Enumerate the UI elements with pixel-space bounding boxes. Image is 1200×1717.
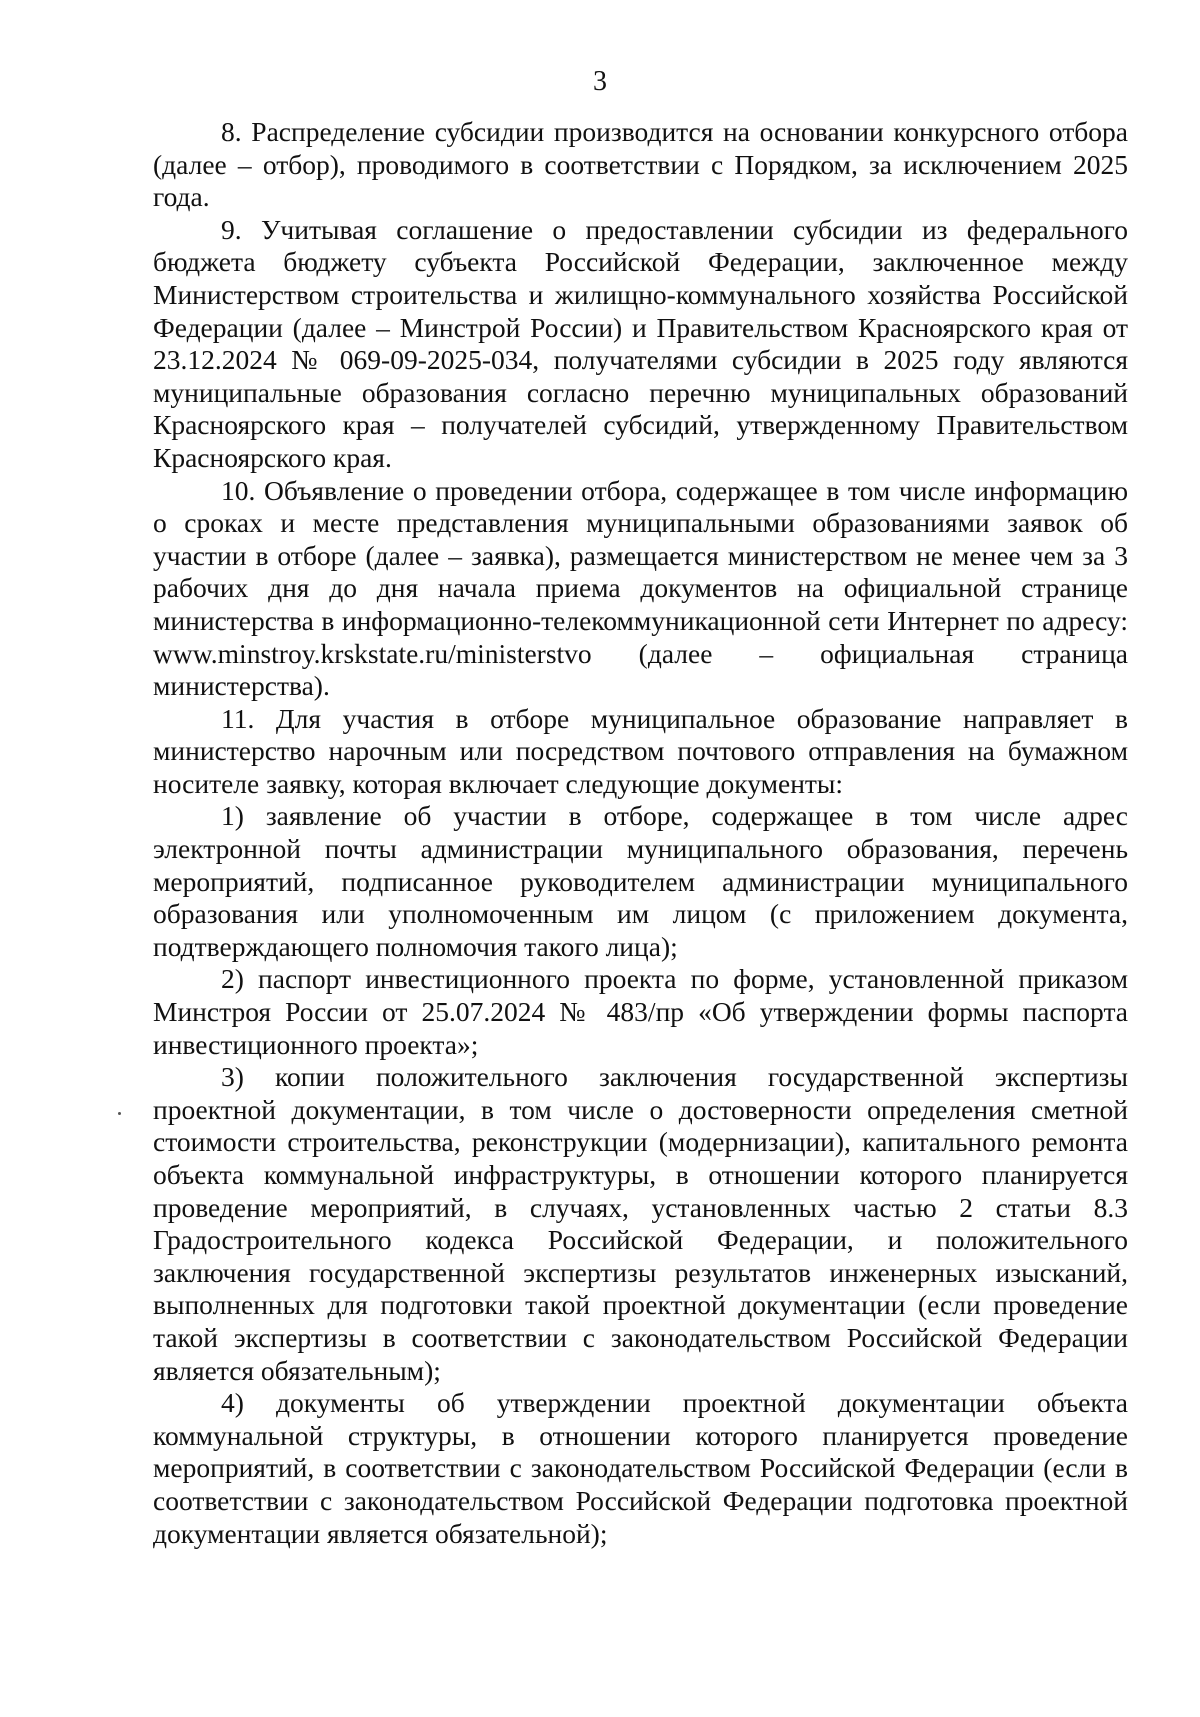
list-item-4: 4) документы об утверждении проектной документации объекта коммунальной структуры, в отношении которого планируется проведение мероприятий, в соответствии с законодательством Российской Федерации (если в соответствии с законодательством Российской Федерации подготовка проектной документации является обязательной); [153, 1387, 1128, 1549]
paragraph-8: 8. Распределение субсидии производится на основании конкурсного отбора (далее – отбор), проводимого в соответствии с Порядком, за исключением 2025 года. [153, 116, 1128, 213]
list-item-2: 2) паспорт инвестиционного проекта по форме, установленной приказом Минстроя России от 25.07.2024 № 483/пр «Об утверждении формы паспорта инвестиционного проекта»; [153, 963, 1128, 1060]
paragraph-10: 10. Объявление о проведении отбора, содержащее в том числе информацию о сроках и месте представления муниципальными образованиями заявок об участии в отборе (далее – заявка), размещается министерством не менее чем за 3 рабочих дня до дня начала приема документов на официальной странице министерства в информационно-телекоммуникационной сети Интернет по адресу: www.minstroy.krskstate.ru/ministerstvo (далее – официальная страница министерства). [153, 474, 1128, 702]
paragraph-11: 11. Для участия в отборе муниципальное образование направляет в министерство нарочным или посредством почтового отправления на бумажном носителе заявку, которая включает следующие документы: [153, 702, 1128, 799]
list-item-3: 3) копии положительного заключения государственной экспертизы проектной документации, в том числе о достоверности определения сметной стоимости строительства, реконструкции (модернизации), капитального ремонта объекта коммунальной инфраструктуры, в отношении которого планируется проведение мероприятий, в случаях, установленных частью 2 статьи 8.3 Градостроительного кодекса Российской Федерации, и положительного заключения государственной экспертизы результатов инженерных изысканий, выполненных для подготовки такой проектной документации (если проведение такой экспертизы в соответствии с законодательством Российской Федерации является обязательным); [153, 1061, 1128, 1386]
document-body [153, 116, 1128, 1550]
list-item-1: 1) заявление об участии в отборе, содержащее в том числе адрес электронной почты администрации муниципального образования, перечень мероприятий, подписанное руководителем администрации муниципального образования или уполномоченным им лицом (с приложением документа, подтверждающего полномочия такого лица); [153, 800, 1128, 962]
page-number: 3 [593, 66, 607, 97]
paragraph-9: 9. Учитывая соглашение о предоставлении субсидии из федерального бюджета бюджету субъекта Российской Федерации, заключенное между Министерством строительства и жилищно-коммунального хозяйства Российской Федерации (далее – Минстрой России) и Правительством Красноярского края от 23.12.2024 № 069-09-2025-034, получателями субсидии в 2025 году являются муниципальные образования согласно перечню муниципальных образований Красноярского края – получателей субсидий, утвержденному Правительством Красноярского края. [153, 213, 1128, 473]
scan-speck [118, 1112, 121, 1115]
